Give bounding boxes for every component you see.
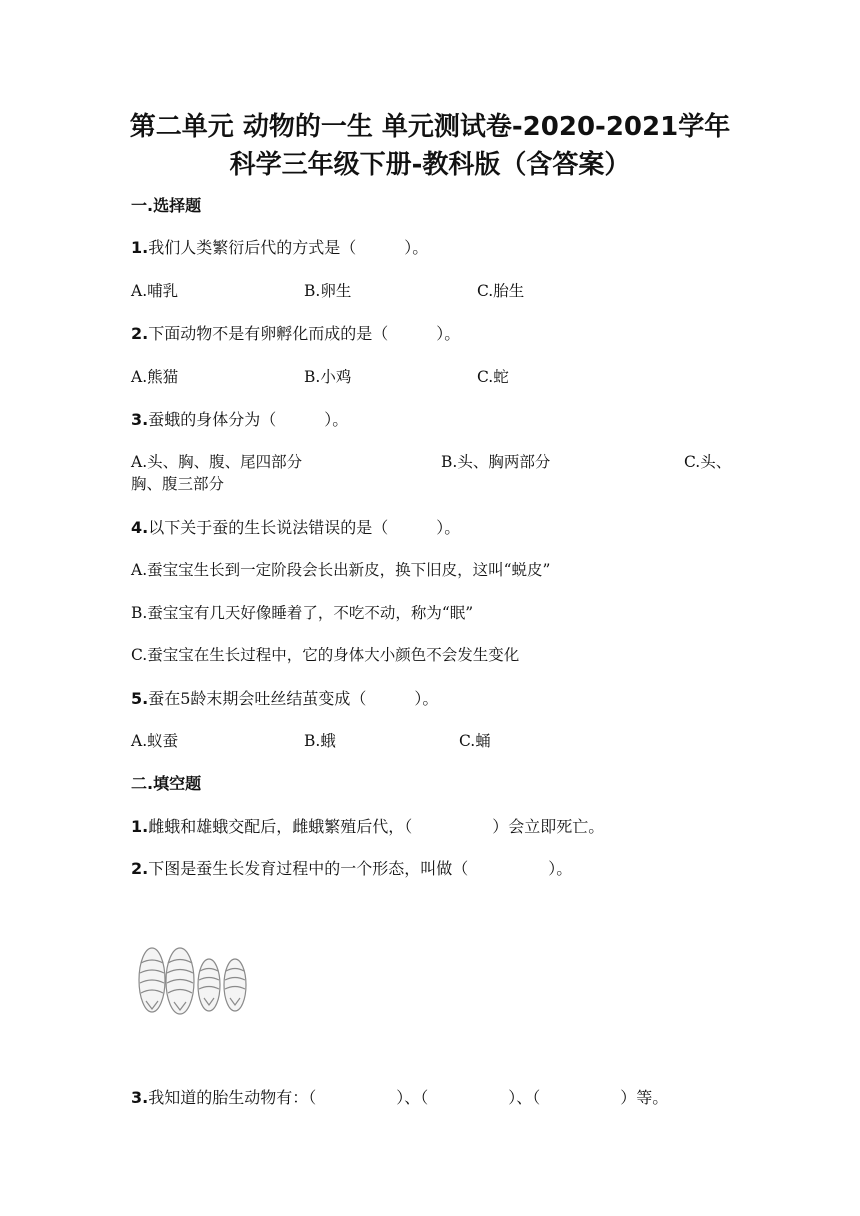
pupae-figure — [134, 943, 252, 1017]
question-number: 3. — [131, 410, 149, 429]
question-text: 蚕在5龄末期会吐丝结茧变成（ ）。 — [148, 689, 439, 708]
page-title-line1: 第二单元 动物的一生 单元测试卷-2020-2021学年 — [129, 112, 731, 142]
question-text: 蚕蛾的身体分为（ ）。 — [148, 410, 349, 429]
option-c: C.头、 — [684, 453, 732, 471]
page-title-line2: 科学三年级下册-教科版（含答案） — [229, 150, 631, 180]
silkworm-pupae-icon — [134, 943, 252, 1017]
question-number: 4. — [131, 518, 149, 537]
question-text: 下面动物不是有卵孵化而成的是（ ）。 — [148, 324, 461, 343]
option-b: B.小鸡 — [304, 368, 352, 386]
question-1-2 — [131, 321, 460, 344]
question-1-4 — [131, 515, 460, 538]
option-c-continued: 胸、腹三部分 — [131, 475, 225, 493]
option-a: A.哺乳 — [131, 282, 179, 300]
question-number: 1. — [131, 817, 149, 836]
question-2-3 — [131, 1085, 668, 1108]
question-text: 我知道的胎生动物有：（ ）、（ ）、（ ）等。 — [148, 1088, 669, 1107]
option-a: A.熊猫 — [131, 368, 179, 386]
question-text: 我们人类繁衍后代的方式是（ ）。 — [148, 238, 429, 257]
option-b: B.卵生 — [304, 282, 352, 300]
question-text: 以下关于蚕的生长说法错误的是（ ）。 — [148, 518, 461, 537]
option-b: B.蛾 — [304, 732, 336, 750]
option-a: A.蚕宝宝生长到一定阶段会长出新皮，换下旧皮，这叫“蜕皮” — [131, 561, 551, 579]
option-a: A.头、胸、腹、尾四部分 — [131, 453, 303, 471]
option-c: C.蚕宝宝在生长过程中，它的身体大小颜色不会发生变化 — [131, 646, 520, 664]
question-2-2 — [131, 856, 572, 879]
option-a: A.蚁蚕 — [131, 732, 179, 750]
question-number: 2. — [131, 859, 149, 878]
question-1-3 — [131, 407, 348, 430]
option-c: C.蛇 — [477, 368, 509, 386]
question-number: 2. — [131, 324, 149, 343]
option-c: C.蛹 — [459, 732, 491, 750]
question-2-1 — [131, 814, 604, 837]
option-c: C.胎生 — [477, 282, 525, 300]
question-text: 下图是蚕生长发育过程中的一个形态，叫做（ ）。 — [148, 859, 573, 878]
question-number: 5. — [131, 689, 149, 708]
question-text: 雌蛾和雄蛾交配后，雌蛾繁殖后代，（ ）会立即死亡。 — [148, 817, 605, 836]
question-1-1 — [131, 235, 428, 258]
question-1-5 — [131, 686, 438, 709]
question-number: 1. — [131, 238, 149, 257]
section-heading-fill: 二.填空题 — [131, 774, 202, 793]
option-b: B.蚕宝宝有几天好像睡着了，不吃不动，称为“眠” — [131, 604, 474, 622]
option-b: B.头、胸两部分 — [441, 453, 551, 471]
question-number: 3. — [131, 1088, 149, 1107]
section-heading-choice: 一.选择题 — [131, 196, 202, 215]
